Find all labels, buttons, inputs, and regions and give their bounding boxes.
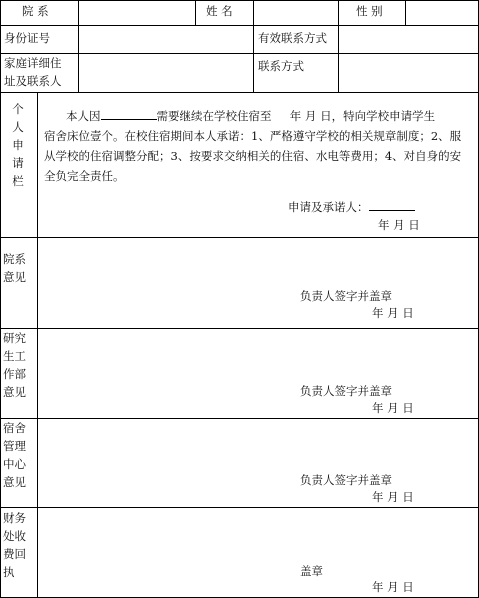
table-border-left	[0, 0, 1, 598]
department-opinion-field[interactable]	[38, 238, 478, 288]
department-sign-label: 负责人签字并盖章	[300, 289, 392, 303]
finance-receipt-label: 财务处收费回执	[3, 511, 26, 579]
gender-label: 性 别	[356, 4, 383, 18]
address-label-line2: 址及联系人	[4, 74, 62, 88]
finance-receipt-field[interactable]	[38, 508, 478, 558]
finance-stamp-label: 盖章	[300, 564, 323, 578]
col-divider	[195, 0, 196, 25]
personal-section-label: 个人申请栏	[12, 102, 24, 188]
personal-statement	[44, 106, 472, 186]
graduate-office-opinion-label: 研究生工作部意见	[3, 331, 26, 399]
graduate-office-opinion-field[interactable]	[38, 329, 478, 379]
statement-line1-a: 本人因	[66, 109, 101, 123]
statement-line4: 全负完全责任。	[44, 169, 125, 183]
department-field[interactable]	[79, 1, 194, 24]
row-divider	[0, 92, 479, 93]
contact-field[interactable]	[339, 26, 477, 52]
contact2-field[interactable]	[339, 54, 477, 91]
applicant-signature-text: 申请及承诺人：	[288, 200, 369, 214]
department-date: 年 月 日	[372, 306, 414, 320]
name-label: 姓 名	[206, 4, 233, 18]
contact-label: 有效联系方式	[258, 31, 327, 45]
statement-line1-b: 需要继续在学校住宿至	[156, 109, 272, 123]
address-field[interactable]	[79, 54, 252, 91]
dorm-center-opinion-field[interactable]	[38, 419, 478, 469]
dorm-center-opinion-label: 宿舍管理中心意见	[3, 421, 26, 489]
reason-blank[interactable]	[101, 107, 157, 120]
gender-field[interactable]	[406, 1, 477, 24]
department-opinion-label: 院系意见	[3, 252, 26, 284]
applicant-signature-blank[interactable]	[369, 199, 415, 211]
applicant-date: 年 月 日	[378, 218, 420, 232]
statement-line3: 从学校的住宿调整分配；3、按要求交纳相关的住宿、水电等费用；4、对自身的安	[44, 149, 462, 163]
finance-date: 年 月 日	[372, 580, 414, 594]
address-label-line1: 家庭详细住	[4, 56, 62, 70]
id-number-label: 身份证号	[4, 31, 50, 45]
dorm-center-date: 年 月 日	[372, 490, 414, 504]
id-number-field[interactable]	[79, 26, 252, 52]
department-label: 院 系	[22, 4, 49, 18]
statement-line1-c: 年 月 日，特向学校申请学生	[289, 109, 436, 123]
applicant-signature-label	[288, 199, 415, 215]
graduate-office-sign-label: 负责人签字并盖章	[300, 384, 392, 398]
graduate-office-date: 年 月 日	[372, 401, 414, 415]
contact2-label: 联系方式	[258, 59, 304, 73]
dorm-center-sign-label: 负责人签字并盖章	[300, 473, 392, 487]
name-field[interactable]	[254, 1, 337, 24]
statement-line2: 宿舍床位壹个。在校住宿期间本人承诺：1、严格遵守学校的相关规章制度；2、服	[44, 129, 462, 143]
